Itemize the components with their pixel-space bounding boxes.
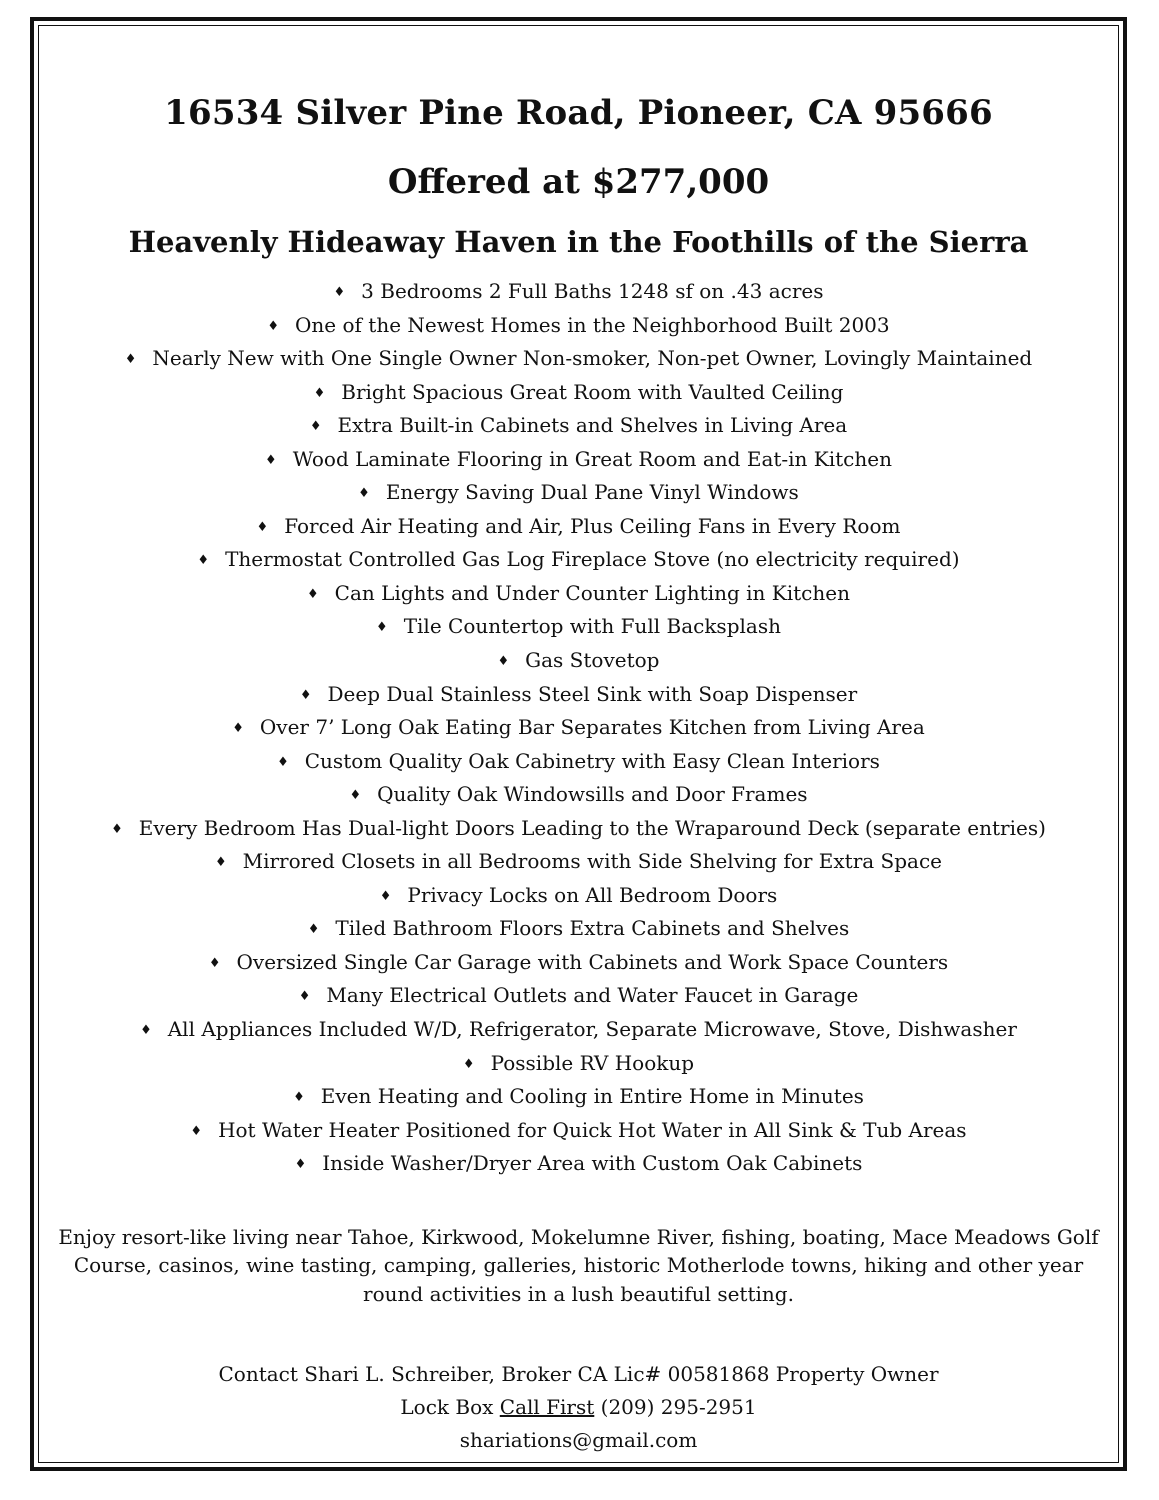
feature-item xyxy=(40,979,1117,1013)
feature-item xyxy=(40,946,1117,980)
lockbox-label: Lock Box xyxy=(400,1395,494,1420)
feature-item xyxy=(40,376,1117,410)
contact-email[interactable]: shariations@gmail.com xyxy=(459,1428,698,1453)
diamond-bullet-icon: ♦ xyxy=(349,788,362,804)
feature-text: 3 Bedrooms 2 Full Baths 1248 sf on .43 acres xyxy=(361,279,824,303)
feature-text: Hot Water Heater Positioned for Quick Hot Water in All Sink & Tub Areas xyxy=(218,1117,967,1142)
diamond-bullet-icon: ♦ xyxy=(293,1090,305,1106)
property-address: 16534 Silver Pine Road, Pioneer, CA 95666 xyxy=(164,93,993,133)
feature-item xyxy=(40,443,1117,477)
diamond-bullet-icon: ♦ xyxy=(299,687,312,703)
diamond-bullet-icon: ♦ xyxy=(265,452,277,468)
diamond-bullet-icon: ♦ xyxy=(190,1123,203,1139)
feature-text: Deep Dual Stainless Steel Sink with Soap Dispenser xyxy=(327,681,858,706)
diamond-bullet-icon: ♦ xyxy=(376,620,388,636)
feature-text: Tile Countertop with Full Backsplash xyxy=(403,614,781,639)
feature-item xyxy=(40,543,1117,577)
phone-number[interactable]: (209) 295-2951 xyxy=(600,1395,757,1420)
feature-item xyxy=(40,745,1117,779)
listing-headline: Heavenly Hideaway Haven in the Foothills of the Sierra xyxy=(128,225,1029,259)
diamond-bullet-icon: ♦ xyxy=(208,955,221,971)
feature-item xyxy=(40,711,1117,745)
feature-text: One of the Newest Homes in the Neighborhood Built 2003 xyxy=(295,312,890,337)
feature-item xyxy=(40,510,1117,544)
diamond-bullet-icon: ♦ xyxy=(462,1056,475,1072)
area-description: Enjoy resort-like living near Tahoe, Kirkwood, Mokelumne River, fishing, boating, Mace Meadows Golf Course, casinos, wine tasting, camping, galleries, historic Motherlode towns, hiking and other year round activities in a lush beautiful setting. xyxy=(58,1224,1099,1306)
diamond-bullet-icon: ♦ xyxy=(256,519,269,535)
diamond-bullet-icon: ♦ xyxy=(497,654,510,670)
feature-text: Every Bedroom Has Dual-light Doors Leading to the Wraparound Deck (separate entries) xyxy=(138,815,1046,840)
diamond-bullet-icon: ♦ xyxy=(232,721,244,737)
diamond-bullet-icon: ♦ xyxy=(309,419,322,435)
contact-phone-line xyxy=(40,1391,1117,1424)
feature-item xyxy=(40,610,1117,644)
feature-item xyxy=(40,1080,1117,1114)
feature-text: Possible RV Hookup xyxy=(490,1050,695,1075)
diamond-bullet-icon: ♦ xyxy=(358,486,370,502)
diamond-bullet-icon: ♦ xyxy=(307,922,320,938)
feature-text: Oversized Single Car Garage with Cabinets and Work Space Counters xyxy=(236,949,949,974)
feature-text: Bright Spacious Great Room with Vaulted Ceiling xyxy=(341,379,844,404)
feature-item xyxy=(40,1114,1117,1148)
flyer-content xyxy=(40,25,1117,1457)
feature-item xyxy=(40,1013,1117,1047)
diamond-bullet-icon: ♦ xyxy=(214,855,227,871)
diamond-bullet-icon: ♦ xyxy=(298,989,311,1005)
feature-item xyxy=(40,778,1117,812)
feature-item xyxy=(40,879,1117,913)
feature-text: Can Lights and Under Counter Lighting in Kitchen xyxy=(334,580,850,605)
feature-text: Nearly New with One Single Owner Non-smoker, Non-pet Owner, Lovingly Maintained xyxy=(152,346,1033,371)
diamond-bullet-icon: ♦ xyxy=(379,888,392,904)
diamond-bullet-icon: ♦ xyxy=(267,318,280,334)
feature-list xyxy=(40,275,1117,1181)
feature-text: Quality Oak Windowsills and Door Frames xyxy=(377,782,808,807)
feature-text: Even Heating and Cooling in Entire Home in Minutes xyxy=(320,1084,864,1109)
feature-text: Mirrored Closets in all Bedrooms with Side Shelving for Extra Space xyxy=(242,849,943,874)
feature-text: Over 7’ Long Oak Eating Bar Separates Kitchen from Living Area xyxy=(259,715,925,740)
feature-text: Tiled Bathroom Floors Extra Cabinets and Shelves xyxy=(335,916,850,941)
diamond-bullet-icon: ♦ xyxy=(197,553,210,569)
feature-item xyxy=(40,678,1117,712)
feature-item xyxy=(40,1047,1117,1081)
diamond-bullet-icon: ♦ xyxy=(277,754,289,770)
feature-text: Wood Laminate Flooring in Great Room and Eat-in Kitchen xyxy=(292,446,892,471)
diamond-bullet-icon: ♦ xyxy=(307,586,319,602)
feature-text: Forced Air Heating and Air, Plus Ceiling Fans in Every Room xyxy=(284,513,901,538)
feature-text: Privacy Locks on All Bedroom Doors xyxy=(407,882,778,907)
call-first-note: Call First xyxy=(499,1395,595,1420)
diamond-bullet-icon: ♦ xyxy=(333,285,346,300)
feature-text: Many Electrical Outlets and Water Faucet in Garage xyxy=(326,983,859,1008)
feature-text: Thermostat Controlled Gas Log Fireplace Stove (no electricity required) xyxy=(225,547,960,572)
contact-block xyxy=(40,1358,1117,1457)
feature-text: All Appliances Included W/D, Refrigerator, Separate Microwave, Stove, Dishwasher xyxy=(167,1017,1017,1042)
diamond-bullet-icon: ♦ xyxy=(111,821,123,837)
feature-item xyxy=(40,1147,1117,1181)
diamond-bullet-icon: ♦ xyxy=(140,1023,152,1039)
feature-text: Energy Saving Dual Pane Vinyl Windows xyxy=(385,480,799,505)
feature-item xyxy=(40,644,1117,678)
feature-text: Gas Stovetop xyxy=(525,648,660,673)
feature-item xyxy=(40,476,1117,510)
diamond-bullet-icon: ♦ xyxy=(294,1157,307,1173)
feature-item xyxy=(40,577,1117,611)
feature-text: Custom Quality Oak Cabinetry with Easy Clean Interiors xyxy=(304,748,880,773)
feature-item xyxy=(40,912,1117,946)
feature-text: Inside Washer/Dryer Area with Custom Oak Cabinets xyxy=(322,1151,863,1176)
diamond-bullet-icon: ♦ xyxy=(313,385,326,401)
feature-item xyxy=(40,812,1117,846)
feature-text: Extra Built-in Cabinets and Shelves in Living Area xyxy=(337,413,848,438)
feature-item xyxy=(40,309,1117,343)
feature-item xyxy=(40,845,1117,879)
feature-item xyxy=(40,409,1117,443)
feature-item xyxy=(40,275,1117,309)
diamond-bullet-icon: ♦ xyxy=(124,352,137,368)
feature-item xyxy=(40,342,1117,376)
asking-price: Offered at $277,000 xyxy=(387,162,770,202)
contact-agent-line: Contact Shari L. Schreiber, Broker CA Lic# 00581868 Property Owner xyxy=(218,1362,939,1387)
